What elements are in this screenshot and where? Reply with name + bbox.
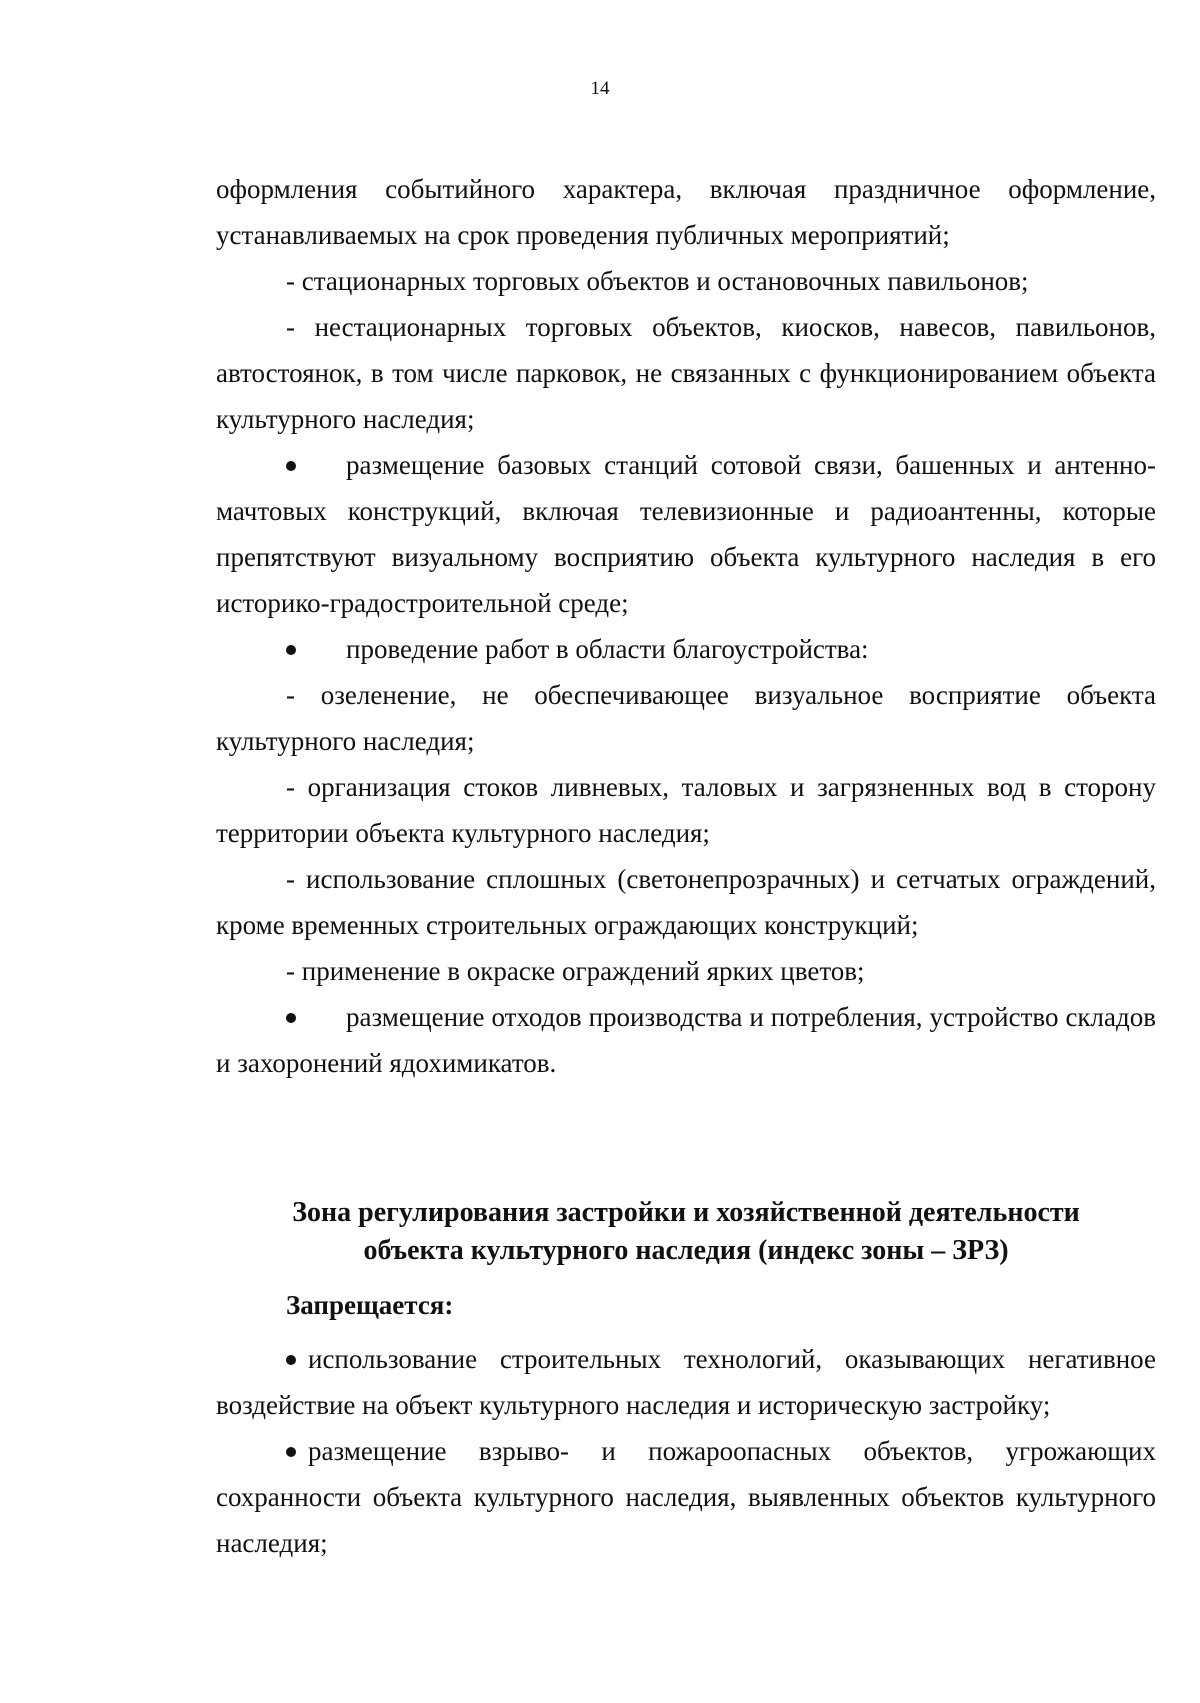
paragraph — [216, 764, 1156, 856]
body-text-top — [216, 166, 1156, 1086]
paragraph-text: размещение взрыво- и пожароопасных объектов, угрожающих сохранности объекта культурного наследия, выявленных объектов культурного наследия; — [216, 1436, 1156, 1558]
section-heading — [216, 1194, 1156, 1270]
heading-line: Зона регулирования застройки и хозяйственной деятельности — [292, 1197, 1080, 1228]
bullet-item — [216, 1336, 1156, 1428]
heading-line: объекта культурного наследия (индекс зоны – ЗРЗ) — [363, 1235, 1009, 1266]
paragraph — [216, 856, 1156, 948]
paragraph-text: использование строительных технологий, оказывающих негативное воздействие на объект культурного наследия и историческую застройку; — [216, 1344, 1156, 1420]
paragraph — [216, 672, 1156, 764]
paragraph — [216, 258, 1156, 304]
bullet-icon — [286, 1447, 296, 1457]
bullet-icon — [286, 1013, 296, 1023]
paragraph-text: размещение базовых станций сотовой связи, башенных и антенно-мачтовых конструкций, включая телевизионные и радиоантенны, которые препятствуют визуальному восприятию объекта культурного наследия в его историко-градостроительной среде; — [216, 450, 1156, 618]
paragraph-text: - организация стоков ливневых, таловых и загрязненных вод в сторону территории объекта культурного наследия; — [216, 772, 1156, 848]
body-text-bottom — [216, 1336, 1156, 1566]
paragraph-text: оформления событийного характера, включая праздничное оформление, устанавливаемых на срок проведения публичных мероприятий; — [216, 174, 1156, 250]
bullet-icon — [286, 645, 296, 655]
paragraph — [216, 304, 1156, 442]
paragraph-text: - озеленение, не обеспечивающее визуальное восприятие объекта культурного наследия; — [216, 680, 1156, 756]
paragraph-text: - применение в окраске ограждений ярких цветов; — [286, 956, 865, 986]
page-number: 14 — [590, 78, 610, 99]
bullet-item — [216, 442, 1156, 626]
paragraph-text: - нестационарных торговых объектов, киосков, навесов, павильонов, автостоянок, в том числе парковок, не связанных с функционированием объекта культурного наследия; — [216, 312, 1156, 434]
paragraph-text: - стационарных торговых объектов и остановочных павильонов; — [286, 266, 1029, 296]
paragraph-text: проведение работ в области благоустройства: — [346, 634, 869, 664]
subheading: Запрещается: — [286, 1290, 454, 1320]
paragraph — [216, 166, 1156, 258]
bullet-icon — [286, 461, 296, 471]
paragraph-text: размещение отходов производства и потребления, устройство складов и захоронений ядохимикатов. — [216, 1002, 1156, 1078]
paragraph-text: - использование сплошных (светонепрозрачных) и сетчатых ограждений, кроме временных строительных ограждающих конструкций; — [216, 864, 1156, 940]
bullet-item — [216, 1428, 1156, 1566]
bullet-icon — [286, 1355, 296, 1365]
bullet-item — [216, 994, 1156, 1086]
paragraph — [216, 948, 1156, 994]
bullet-item — [216, 626, 1156, 672]
